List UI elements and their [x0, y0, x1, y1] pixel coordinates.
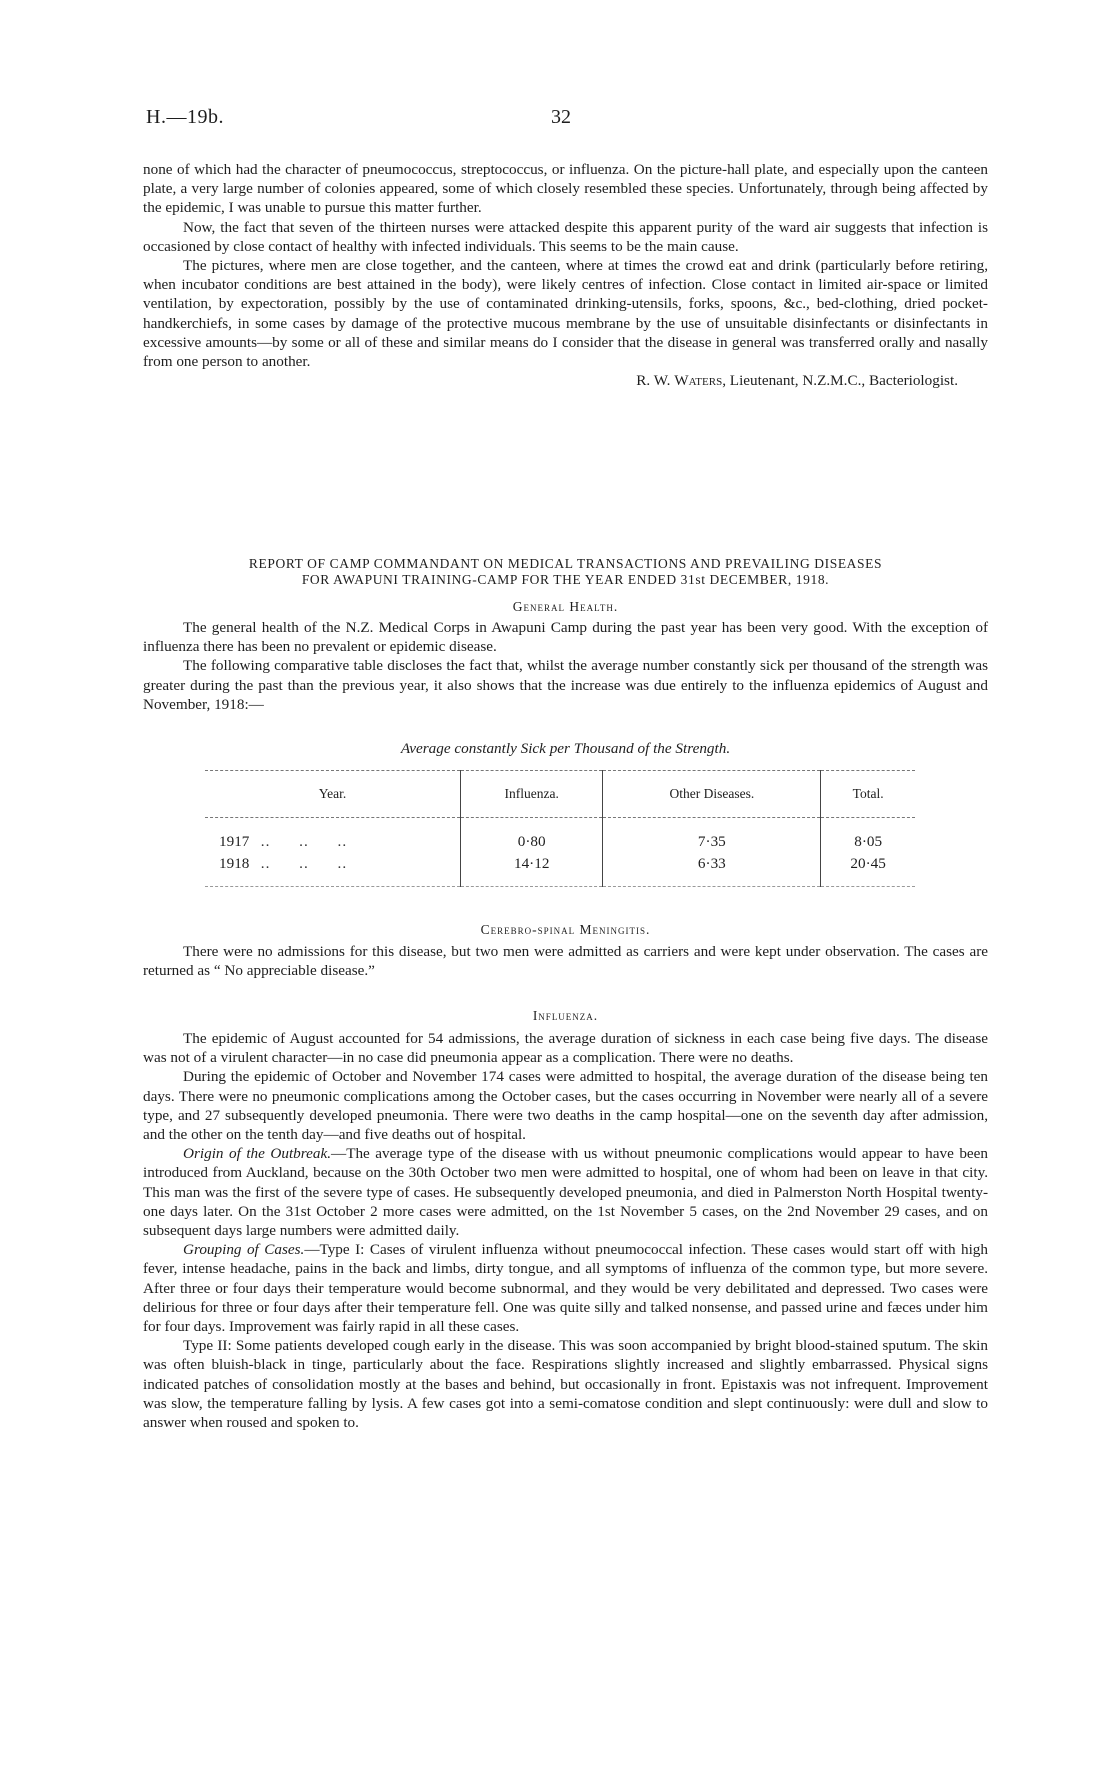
grouping-text: —Type I: Cases of virulent influenza without pneumococcal infection. These cases would start off with high fever, intense headache, pains in the back and limbs, dirty tongue, and all symptoms of influenza of the common type, but more severe. After three or four days their temperature would become subnormal, and they would be very debilitated and depressed. Two cases were delirious for three or four days after their temperature fell. One was quite silly and talked nonsense, and passed urine and fæces under him for four days. Improvement was fairly rapid in all these cases.	[143, 1241, 988, 1336]
paragraph: The general health of the N.Z. Medical Corps in Awapuni Camp during the past year has been very good. With the exception of influenza there has been no prevalent or epidemic disease.	[143, 619, 988, 656]
year-value: 1917	[219, 833, 250, 850]
section-heading: Influenza.	[532, 1008, 599, 1023]
subheading-grouping: Grouping of Cases.	[183, 1241, 305, 1259]
table-row	[205, 853, 915, 887]
paragraph: The epidemic of August accounted for 54 admissions, the average duration of sickness in each case being five days. The disease was not of a virulent character—in no case did pneumonia appear as a complication. There were no deaths.	[143, 1030, 988, 1067]
paragraph: Type II: Some patients developed cough early in the disease. This was soon accompanied by bright blood-stained sputum. The skin was often bluish-black in tinge, particularly about the face. Respirations slightly increased and slightly embarrassed. Physical signs indicated patches of consolidation mostly at the bases and behind, but occasionally in front. Epistaxis was not infrequent. Improvement was slow, the temperature falling by lysis. A few cases got into a semi-comatose condition and slept continuously: were dull and slow to answer when roused and spoken to.	[143, 1337, 988, 1432]
report-title-line: REPORT OF CAMP COMMANDANT ON MEDICAL TRANSACTIONS AND PREVAILING DISEASES	[248, 556, 883, 571]
section-heading: General Health.	[512, 599, 619, 614]
page-header	[146, 106, 986, 134]
year-value: 1918	[219, 855, 250, 872]
year-cell	[205, 818, 461, 854]
paragraph: The pictures, where men are close together, and the canteen, where at times the crowd eat and drink (particularly before retiring, when incubator conditions are best attained in the body), were likely centres of infection. Close contact in limited air-space or limited ventilation, by expectoration, possibly by the use of contaminated drinking-utensils, forks, spoons, &c., bed-clothing, dried pocket-handkerchiefs, in some cases by damage of the protective mucous membrane by the use of unsuitable disinfectants or disinfectants in excessive amounts—by some or all of these and similar means do I consider that the disease in general was transferred orally and nasally from one person to another.	[143, 257, 988, 371]
document-reference: H.—19b.	[146, 106, 224, 128]
column-header: Year.	[205, 771, 461, 818]
paragraph	[143, 1240, 988, 1336]
other-diseases-cell: 6·33	[603, 853, 821, 887]
paragraph: Now, the fact that seven of the thirteen nurses were attacked despite this apparent purity of the ward air suggests that infection is occasioned by close contact of healthy with infected individuals. This seems to be the main cause.	[143, 218, 988, 255]
sickness-table	[205, 770, 915, 887]
paragraph	[143, 1144, 988, 1240]
general-health-section	[143, 599, 988, 714]
leader-dots: .. .. ..	[260, 855, 348, 872]
total-cell: 20·45	[821, 853, 915, 887]
table-header-row	[205, 771, 915, 818]
year-cell	[205, 853, 461, 887]
report-title	[143, 556, 988, 588]
table-caption: Average constantly Sick per Thousand of the Strength.	[400, 740, 731, 757]
signature-name: Waters	[674, 372, 723, 390]
origin-text: —The average type of the disease with us without pneumonic complications would appear to have been introduced from Auckland, because on the 30th October two men were admitted to hospital, one of whom had been on leave in that city. This man was the first of the severe type of cases. He subsequently developed pneumonia, and died in Palmerston North Hospital twenty-one days later. On the 31st October 2 more cases were admitted, on the 1st November 5 cases, on the 2nd November 29 cases, and on subsequent days large numbers were admitted daily.	[143, 1145, 989, 1240]
signature	[143, 371, 988, 390]
table-row	[205, 818, 915, 854]
total-cell: 8·05	[821, 818, 915, 854]
influenza-section	[143, 1008, 988, 1432]
influenza-cell: 14·12	[461, 853, 603, 887]
paragraph: During the epidemic of October and November 174 cases were admitted to hospital, the average duration of the disease being ten days. There were no pneumonic complications among the October cases, but the cases occurring in November were nearly all of a severe type, and 27 subsequently developed pneumonia. There were two deaths in the camp hospital—one on the seventh day after admission, and the other on the tenth day—and five deaths out of hospital.	[143, 1068, 988, 1144]
subheading-origin: Origin of the Outbreak.	[183, 1145, 331, 1163]
signature-initials: R. W.	[636, 372, 675, 390]
influenza-cell: 0·80	[461, 818, 603, 854]
column-header: Influenza.	[461, 771, 603, 818]
page-number: 32	[551, 106, 571, 128]
paragraph: There were no admissions for this disease, but two men were admitted as carriers and were kept under observation. The cases are returned as “ No appreciable disease.”	[143, 943, 988, 980]
leader-dots: .. .. ..	[260, 833, 348, 850]
meningitis-section	[143, 922, 988, 980]
paragraph: The following comparative table discloses the fact that, whilst the average number constantly sick per thousand of the strength was greater during the past than the previous year, it also shows that the increase was due entirely to the influenza epidemics of August and November, 1918:—	[143, 657, 988, 713]
signature-title: , Lieutenant, N.Z.M.C., Bacteriologist.	[722, 372, 958, 390]
report-title-line: FOR AWAPUNI TRAINING-CAMP FOR THE YEAR ENDED 31st DECEMBER, 1918.	[301, 572, 830, 587]
column-header: Other Diseases.	[603, 771, 821, 818]
column-header: Total.	[821, 771, 915, 818]
bacteriologist-report	[143, 160, 988, 390]
paragraph: none of which had the character of pneumococcus, streptococcus, or influenza. On the picture-hall plate, and especially upon the canteen plate, a very large number of colonies appeared, some of which closely resembled these species. Unfortunately, through being affected by the epidemic, I was unable to pursue this matter further.	[143, 161, 988, 217]
section-heading: Cerebro-spinal Meningitis.	[480, 922, 651, 937]
other-diseases-cell: 7·35	[603, 818, 821, 854]
